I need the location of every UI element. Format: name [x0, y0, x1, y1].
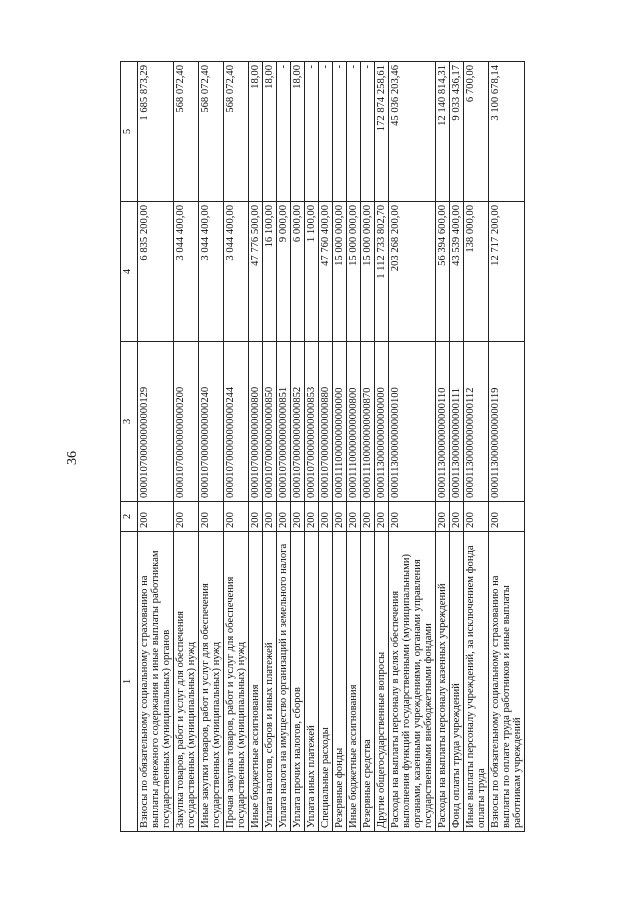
- cell-executed: -: [361, 62, 375, 202]
- cell-planned: 203 268 200,00: [389, 202, 436, 342]
- cell-code: 000010700000000000129: [138, 342, 174, 502]
- cell-admin: 200: [436, 502, 450, 532]
- cell-name: Взносы по обязательному социальному страхованию на выплаты по оплате труда работников и иные выплаты работникам учреждений: [489, 532, 525, 832]
- table-row: [333, 62, 347, 832]
- column-header: 4: [121, 202, 138, 342]
- cell-executed: 568 072,40: [199, 62, 224, 202]
- cell-code: 000011300000000000119: [489, 342, 525, 502]
- cell-code: 000011100000000000800: [347, 342, 361, 502]
- cell-name: Взносы по обязательному социальному страхованию на выплаты денежного содержания и иные выплаты работникам государственных (муниципальных) органов: [138, 532, 174, 832]
- cell-planned: 6 000,00: [291, 202, 305, 342]
- cell-name: Расходы на выплаты персоналу казенных учреждений: [436, 532, 450, 832]
- cell-executed: -: [305, 62, 319, 202]
- cell-admin: 200: [249, 502, 263, 532]
- table-row: [436, 62, 450, 832]
- cell-executed: 18,00: [263, 62, 277, 202]
- cell-name: Иные выплаты персоналу учреждений, за исключением фонда оплаты труда: [464, 532, 489, 832]
- cell-executed: -: [347, 62, 361, 202]
- table-row: [174, 62, 199, 832]
- table-row: [361, 62, 375, 832]
- cell-admin: 200: [375, 502, 389, 532]
- cell-name: Другие общегосударственные вопросы: [375, 532, 389, 832]
- cell-name: Расходы на выплаты персоналу в целях обеспечения выполнения функций государственными (муниципальными) органами, казенными учреждениями, органами управления государственными внебюджетными фондами: [389, 532, 436, 832]
- table-row: [319, 62, 333, 832]
- cell-admin: 200: [333, 502, 347, 532]
- budget-execution-table: [120, 61, 525, 832]
- table-row: [249, 62, 263, 832]
- cell-code: 000010700000000000852: [291, 342, 305, 502]
- cell-admin: 200: [263, 502, 277, 532]
- cell-code: 000011300000000000111: [450, 342, 464, 502]
- cell-planned: 47 776 500,00: [249, 202, 263, 342]
- table-row: [389, 62, 436, 832]
- cell-admin: 200: [489, 502, 525, 532]
- column-number-row: [121, 62, 138, 832]
- cell-code: 000010700000000000851: [277, 342, 291, 502]
- table-row: [224, 62, 249, 832]
- cell-planned: 6 835 200,00: [138, 202, 174, 342]
- column-header: 1: [121, 532, 138, 832]
- cell-planned: 1 112 733 802,70: [375, 202, 389, 342]
- cell-code: 000010700000000000850: [263, 342, 277, 502]
- table-row: [199, 62, 224, 832]
- cell-executed: -: [277, 62, 291, 202]
- cell-admin: 200: [464, 502, 489, 532]
- page-number: 36: [65, 451, 80, 465]
- cell-name: Уплата налогов, сборов и иных платежей: [263, 532, 277, 832]
- cell-code: 000011300000000000112: [464, 342, 489, 502]
- table-row: [489, 62, 525, 832]
- cell-code: 000011100000000000870: [361, 342, 375, 502]
- cell-executed: 45 036 203,46: [389, 62, 436, 202]
- cell-name: Прочая закупка товаров, работ и услуг для обеспечения государственных (муниципальных) нужд: [224, 532, 249, 832]
- cell-executed: 18,00: [291, 62, 305, 202]
- cell-executed: 9 033 436,17: [450, 62, 464, 202]
- cell-admin: 200: [199, 502, 224, 532]
- table-row: [291, 62, 305, 832]
- cell-name: Резервные средства: [361, 532, 375, 832]
- cell-admin: 200: [174, 502, 199, 532]
- table-row: [305, 62, 319, 832]
- cell-planned: 3 044 400,00: [174, 202, 199, 342]
- cell-executed: 6 700,00: [464, 62, 489, 202]
- cell-executed: -: [333, 62, 347, 202]
- cell-admin: 200: [277, 502, 291, 532]
- cell-code: 000010700000000000200: [174, 342, 199, 502]
- table-body: [138, 62, 525, 832]
- cell-executed: 568 072,40: [224, 62, 249, 202]
- cell-name: Уплата прочих налогов, сборов: [291, 532, 305, 832]
- cell-planned: 15 000 000,00: [333, 202, 347, 342]
- table-row: [464, 62, 489, 832]
- cell-name: Иные закупки товаров, работ и услуг для обеспечения государственных (муниципальных) нужд: [199, 532, 224, 832]
- table-row: [138, 62, 174, 832]
- cell-name: Закупка товаров, работ и услуг для обеспечения государственных (муниципальных) нужд: [174, 532, 199, 832]
- column-header: 2: [121, 502, 138, 532]
- cell-code: 000011300000000000000: [375, 342, 389, 502]
- cell-planned: 15 000 000,00: [361, 202, 375, 342]
- cell-executed: 12 140 814,31: [436, 62, 450, 202]
- cell-executed: -: [319, 62, 333, 202]
- cell-planned: 138 000,00: [464, 202, 489, 342]
- rotated-page-content: [120, 62, 600, 832]
- cell-planned: 1 100,00: [305, 202, 319, 342]
- table-row: [263, 62, 277, 832]
- cell-executed: 172 874 258,61: [375, 62, 389, 202]
- cell-admin: 200: [291, 502, 305, 532]
- cell-executed: 18,00: [249, 62, 263, 202]
- cell-code: 000010700000000000853: [305, 342, 319, 502]
- cell-executed: 3 100 678,14: [489, 62, 525, 202]
- cell-planned: 47 760 400,00: [319, 202, 333, 342]
- cell-code: 000010700000000000240: [199, 342, 224, 502]
- cell-code: 000010700000000000800: [249, 342, 263, 502]
- cell-admin: 200: [450, 502, 464, 532]
- table-row: [347, 62, 361, 832]
- cell-name: Резервные фонды: [333, 532, 347, 832]
- cell-planned: 9 000,00: [277, 202, 291, 342]
- cell-planned: 3 044 400,00: [224, 202, 249, 342]
- cell-code: 000011100000000000000: [333, 342, 347, 502]
- cell-admin: 200: [389, 502, 436, 532]
- cell-executed: 568 072,40: [174, 62, 199, 202]
- cell-admin: 200: [347, 502, 361, 532]
- cell-name: Иные бюджетные ассигнования: [249, 532, 263, 832]
- column-header: 3: [121, 342, 138, 502]
- cell-planned: 56 394 600,00: [436, 202, 450, 342]
- cell-executed: 1 685 873,29: [138, 62, 174, 202]
- cell-admin: 200: [319, 502, 333, 532]
- cell-planned: 43 539 400,00: [450, 202, 464, 342]
- cell-name: Уплата иных платежей: [305, 532, 319, 832]
- cell-admin: 200: [361, 502, 375, 532]
- cell-name: Специальные расходы: [319, 532, 333, 832]
- cell-planned: 3 044 400,00: [199, 202, 224, 342]
- cell-name: Уплата налога на имущество организаций и земельного налога: [277, 532, 291, 832]
- cell-code: 000011300000000000100: [389, 342, 436, 502]
- column-header: 5: [121, 62, 138, 202]
- cell-planned: 16 100,00: [263, 202, 277, 342]
- cell-admin: 200: [305, 502, 319, 532]
- cell-name: Иные бюджетные ассигнования: [347, 532, 361, 832]
- cell-planned: 12 717 200,00: [489, 202, 525, 342]
- cell-code: 000010700000000000244: [224, 342, 249, 502]
- table-row: [375, 62, 389, 832]
- table-row: [450, 62, 464, 832]
- cell-code: 000010700000000000880: [319, 342, 333, 502]
- table-row: [277, 62, 291, 832]
- cell-admin: 200: [138, 502, 174, 532]
- cell-name: Фонд оплаты труда учреждений: [450, 532, 464, 832]
- cell-planned: 15 000 000,00: [347, 202, 361, 342]
- cell-code: 000011300000000000110: [436, 342, 450, 502]
- cell-admin: 200: [224, 502, 249, 532]
